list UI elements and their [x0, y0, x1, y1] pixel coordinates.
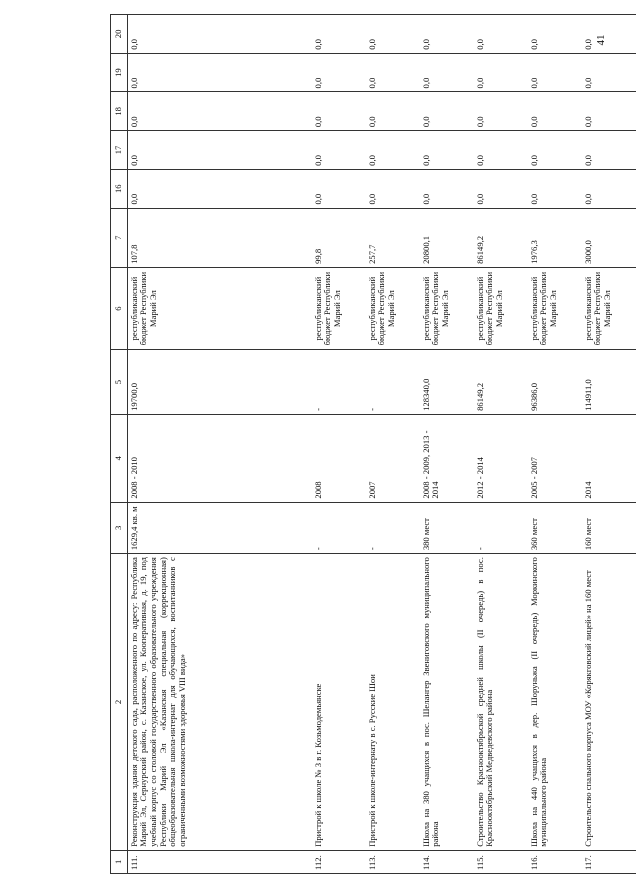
cost-cell: 86149,2 — [474, 350, 528, 414]
object-description: Реконструкция здания детского сада, расположенного по адресу: Республика Марий Эл, Сернурский район, с. Казанское, ул. Кооперативная, д. 19, под учебный корпус со столовой государственного образовательного учреждения Республики Марий Эл «Казанская специальная (коррекционная) общеобразовательная школа-интернат для обучающихся, воспитанников с ограниченными возможностями здоровья VIII вида» — [127, 554, 312, 851]
col18-cell: 0,0 — [420, 92, 474, 131]
col19-cell: 0,0 — [528, 53, 582, 92]
row-number: 117. — [582, 850, 636, 873]
col19-cell: 0,0 — [366, 53, 420, 92]
cost-cell: - — [312, 350, 366, 414]
object-description: Строительство спального корпуса МОУ «Корякговский лицей» на 160 мест — [582, 554, 636, 851]
column-header: 19 — [111, 53, 128, 92]
col17-cell: 0,0 — [127, 131, 312, 170]
cost-cell: 19700,0 — [127, 350, 312, 414]
funding-source-cell: республиканский бюджет Республики Марий Эл — [528, 267, 582, 350]
column-header: 2 — [111, 554, 128, 851]
program-table — [110, 14, 636, 874]
document-sheet — [110, 14, 612, 874]
funding-source-cell: республиканский бюджет Республики Марий Эл — [127, 267, 312, 350]
column-header: 5 — [111, 350, 128, 414]
funding-source-cell: республиканский бюджет Республики Марий Эл — [420, 267, 474, 350]
col16-cell: 0,0 — [582, 169, 636, 208]
years-cell: 2005 - 2007 — [528, 414, 582, 502]
column-header: 20 — [111, 15, 128, 54]
object-description: Школа на 380 учащихся в пос. Шелангер Звениговского муниципального района — [420, 554, 474, 851]
column-header: 3 — [111, 502, 128, 554]
col20-cell: 0,0 — [366, 15, 420, 54]
years-cell: 2007 — [366, 414, 420, 502]
col16-cell: 0,0 — [420, 169, 474, 208]
col16-cell: 0,0 — [528, 169, 582, 208]
column-header: 16 — [111, 169, 128, 208]
funding-source-cell: республиканский бюджет Республики Марий Эл — [474, 267, 528, 350]
funding-source-cell: республиканский бюджет Республики Марий Эл — [312, 267, 366, 350]
table-row — [127, 15, 312, 874]
col17-cell: 0,0 — [366, 131, 420, 170]
col17-cell: 0,0 — [420, 131, 474, 170]
col19-cell: 0,0 — [582, 53, 636, 92]
col19-cell: 0,0 — [474, 53, 528, 92]
col20-cell: 0,0 — [127, 15, 312, 54]
col17-cell: 0,0 — [474, 131, 528, 170]
column-header: 6 — [111, 267, 128, 350]
col20-cell: 0,0 — [582, 15, 636, 54]
years-cell: 2014 — [582, 414, 636, 502]
row-number: 114. — [420, 850, 474, 873]
cost-cell: 128340,0 — [420, 350, 474, 414]
col20-cell: 0,0 — [474, 15, 528, 54]
funding-source-cell: республиканский бюджет Республики Марий Эл — [582, 267, 636, 350]
cost-cell: - — [366, 350, 420, 414]
table-header-row — [111, 15, 128, 874]
capacity-cell: 160 мест — [582, 502, 636, 554]
col20-cell: 0,0 — [312, 15, 366, 54]
page-number: 41 — [595, 34, 607, 46]
table-row — [582, 15, 636, 874]
row-number: 111. — [127, 850, 312, 873]
column-header: 1 — [111, 850, 128, 873]
col19-cell: 0,0 — [312, 53, 366, 92]
capacity-cell: 1629,4 кв. м — [127, 502, 312, 554]
capacity-cell: 360 мест — [528, 502, 582, 554]
funding-source-cell: республиканский бюджет Республики Марий Эл — [366, 267, 420, 350]
cost-cell: 96386,0 — [528, 350, 582, 414]
column-header: 17 — [111, 131, 128, 170]
col7-cell: 20800,1 — [420, 208, 474, 267]
object-description: Пристрой к школе-интернату в с. Русские Шои — [366, 554, 420, 851]
column-header: 4 — [111, 414, 128, 502]
col7-cell: 107,8 — [127, 208, 312, 267]
cost-cell: 114911,0 — [582, 350, 636, 414]
object-description: Школа на 440 учащихся в дер. Шоруньжа (II очередь) Моркинского муниципального района — [528, 554, 582, 851]
col17-cell: 0,0 — [582, 131, 636, 170]
years-cell: 2008 - 2010 — [127, 414, 312, 502]
col16-cell: 0,0 — [366, 169, 420, 208]
row-number: 113. — [366, 850, 420, 873]
col20-cell: 0,0 — [420, 15, 474, 54]
years-cell: 2012 - 2014 — [474, 414, 528, 502]
table-row — [420, 15, 474, 874]
col7-cell: 86149,2 — [474, 208, 528, 267]
col16-cell: 0,0 — [312, 169, 366, 208]
table-row — [366, 15, 420, 874]
col16-cell: 0,0 — [474, 169, 528, 208]
col7-cell: 99,8 — [312, 208, 366, 267]
years-cell: 2008 - 2009, 2013 - 2014 — [420, 414, 474, 502]
col19-cell: 0,0 — [127, 53, 312, 92]
capacity-cell: 380 мест — [420, 502, 474, 554]
row-number: 112. — [312, 850, 366, 873]
row-number: 116. — [528, 850, 582, 873]
row-number: 115. — [474, 850, 528, 873]
col17-cell: 0,0 — [312, 131, 366, 170]
col18-cell: 0,0 — [528, 92, 582, 131]
col18-cell: 0,0 — [127, 92, 312, 131]
capacity-cell: - — [366, 502, 420, 554]
col18-cell: 0,0 — [312, 92, 366, 131]
col16-cell: 0,0 — [127, 169, 312, 208]
object-description: Пристрой к школе № 3 в г. Козьмодемьянске — [312, 554, 366, 851]
col18-cell: 0,0 — [582, 92, 636, 131]
col17-cell: 0,0 — [528, 131, 582, 170]
col7-cell: 3000,0 — [582, 208, 636, 267]
object-description: Строительство Краснооктябрьской средней школы (II очередь) в пос. Краснооктябрьский Медведевского района — [474, 554, 528, 851]
table-row — [528, 15, 582, 874]
col7-cell: 1976,3 — [528, 208, 582, 267]
capacity-cell: - — [312, 502, 366, 554]
capacity-cell: - — [474, 502, 528, 554]
col18-cell: 0,0 — [366, 92, 420, 131]
col18-cell: 0,0 — [474, 92, 528, 131]
table-row — [474, 15, 528, 874]
column-header: 18 — [111, 92, 128, 131]
column-header: 7 — [111, 208, 128, 267]
col19-cell: 0,0 — [420, 53, 474, 92]
table-row — [312, 15, 366, 874]
years-cell: 2008 — [312, 414, 366, 502]
col20-cell: 0,0 — [528, 15, 582, 54]
col7-cell: 257,7 — [366, 208, 420, 267]
